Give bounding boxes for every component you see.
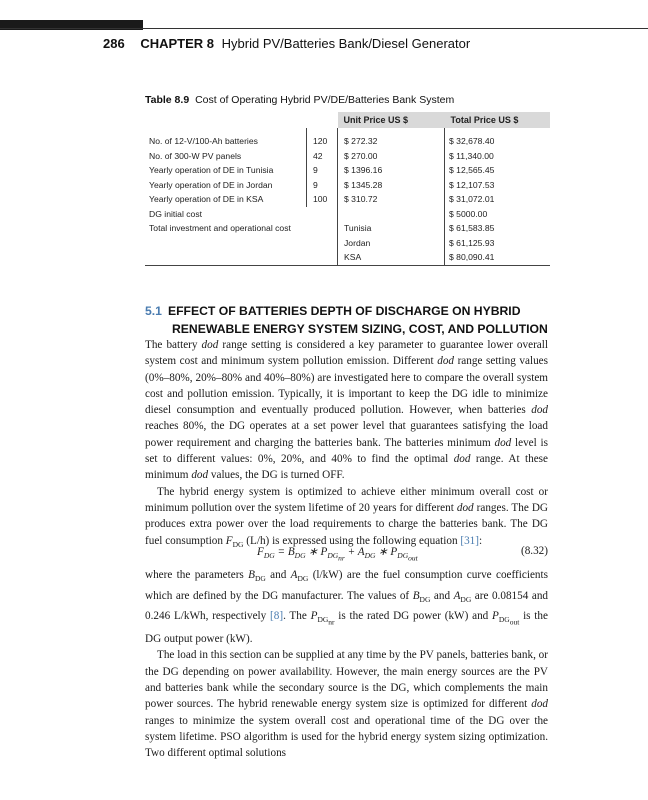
row-unit-price: $ 272.32 — [338, 128, 445, 149]
row-unit-price: KSA — [338, 250, 445, 265]
equation-number: (8.32) — [520, 545, 548, 557]
row-qty: 9 — [307, 178, 338, 193]
row-unit-price: Jordan — [338, 236, 445, 251]
row-total-price: $ 32,678.40 — [445, 128, 551, 149]
row-label: Yearly operation of DE in KSA — [149, 194, 264, 205]
chapter-title: Hybrid PV/Batteries Bank/Diesel Generator — [221, 36, 471, 51]
row-label: Total investment and operational cost — [149, 223, 291, 234]
row-qty: 100 — [307, 192, 338, 207]
paragraph: The hybrid energy system is optimized to achieve either minimum overall cost or minimum pollution over the system lifetime of 20 years for different dod ranges. The DG produces extra power over the load requirements to charge the batteries bank. The DG fuel consumption $F_{DG}$ (L/h) is expressed using the following equation [31]: — [145, 485, 548, 549]
table-row — [145, 178, 550, 193]
row-qty — [307, 207, 338, 222]
section-title-line1: EFFECT OF BATTERIES DEPTH OF DISCHARGE ON HYBRID — [167, 304, 521, 318]
row-total-price: $ 80,090.41 — [445, 250, 551, 265]
row-unit-price: $ 1345.28 — [338, 178, 445, 193]
table-caption-text: Cost of Operating Hybrid PV/DE/Batteries Bank System — [195, 94, 455, 106]
row-qty: 9 — [307, 163, 338, 178]
row-unit-price: $ 270.00 — [338, 149, 445, 164]
row-label: Yearly operation of DE in Jordan — [149, 179, 273, 190]
table-row — [145, 236, 550, 251]
paragraph: The battery dod range setting is considered a key parameter to guarantee lower overall system cost and minimum system pollution emission. Different dod range setting values (0%–80%, 20%–80% and 40%–80%) are investigated here to compare the overall system cost and pollution emission. Typically, it is important to keep the DG idle to minimize diesel consumption and eventually produced pollution. However, when batteries dod reaches 80%, the DG operates at a set power level that guarantees satisfying the load power requirement and charging the batteries bank. The batteries minimum dod level is set to different values: 0%, 20%, and 40% to find the optimal dod range. At these minimum dod values, the DG is turned OFF. — [145, 339, 548, 482]
row-label: No. of 12-V/100-Ah batteries — [149, 136, 258, 147]
blank-header-cell — [307, 112, 338, 128]
row-label: DG initial cost — [149, 208, 203, 219]
table-row — [145, 250, 550, 265]
section-heading — [145, 302, 548, 338]
table-row — [145, 221, 550, 236]
header-rule-line — [0, 28, 648, 29]
row-total-price: $ 31,072.01 — [445, 192, 551, 207]
paragraph: The load in this section can be supplied at any time by the PV panels, batteries bank, or the DG depending on power availability. However, the main energy sources are the PV and batteries bank while the secondary source is the DG, which complements the main power sources. The hybrid renewable energy system size is optimized for different dod ranges to minimize the system overall cost and operational time of the DG over the system lifetime. PSO algorithm is used for the hybrid energy system sizing optimization. Two different optimal solutions — [145, 649, 548, 760]
table-row — [145, 163, 550, 178]
section-number: 5.1 — [145, 304, 162, 318]
row-unit-price: Tunisia — [338, 221, 445, 236]
row-qty: 42 — [307, 149, 338, 164]
section-title-line2: RENEWABLE ENERGY SYSTEM SIZING, COST, AND POLLUTION — [172, 322, 548, 336]
paragraph: where the parameters $B_{DG}$ and $A_{DG}$ (l/kW) are the fuel consumption curve coefficients which are defined by the DG manufacturer. The values of $B_{DG}$ and $A_{DG}$ are 0.08154 and 0.246 L/kWh, respectively [8]. The $P_{DG_{nr}}$ is the rated DG power (kW) and $P_{DG_{out}}$ is the DG output power (kW). — [145, 569, 549, 646]
row-unit-price: $ 1396.16 — [338, 163, 445, 178]
equation-expression: $F_{DG} = B_{DG}$ ∗ $P_{DG_{nr}} + A_{DG}$ ∗ $P_{DG_{out}}$ — [257, 546, 418, 563]
table-label: Table 8.9 — [145, 94, 190, 106]
row-total-price: $ 61,583.85 — [445, 221, 551, 236]
row-qty — [307, 221, 338, 236]
table-row — [145, 207, 550, 222]
row-label — [145, 250, 307, 265]
row-qty: 120 — [307, 128, 338, 149]
row-total-price: $ 61,125.93 — [445, 236, 551, 251]
row-label — [145, 236, 307, 251]
table-row — [145, 128, 550, 149]
blank-header-cell — [145, 112, 307, 128]
row-label: Yearly operation of DE in Tunisia — [149, 165, 274, 176]
row-qty — [307, 250, 338, 265]
chapter-label: CHAPTER 8 — [140, 36, 215, 51]
cost-table — [145, 112, 550, 266]
row-total-price: $ 12,565.45 — [445, 163, 551, 178]
citation-link[interactable]: [8] — [270, 610, 284, 623]
row-unit-price: $ 310.72 — [338, 192, 445, 207]
table-row — [145, 192, 550, 207]
row-unit-price — [338, 207, 445, 222]
table-row — [145, 149, 550, 164]
table-header-row — [145, 112, 550, 128]
table-caption — [145, 94, 454, 106]
page-number: 286 — [103, 36, 125, 51]
total-price-header: Total Price US $ — [445, 112, 551, 128]
row-total-price: $ 5000.00 — [445, 207, 551, 222]
citation-link[interactable]: [31] — [460, 534, 479, 547]
body-text — [145, 337, 548, 553]
row-total-price: $ 11,340.00 — [445, 149, 551, 164]
unit-price-header: Unit Price US $ — [338, 112, 445, 128]
row-qty — [307, 236, 338, 251]
running-header — [103, 36, 470, 51]
body-text-continued — [145, 567, 548, 761]
row-total-price: $ 12,107.53 — [445, 178, 551, 193]
row-label: No. of 300-W PV panels — [149, 150, 242, 161]
